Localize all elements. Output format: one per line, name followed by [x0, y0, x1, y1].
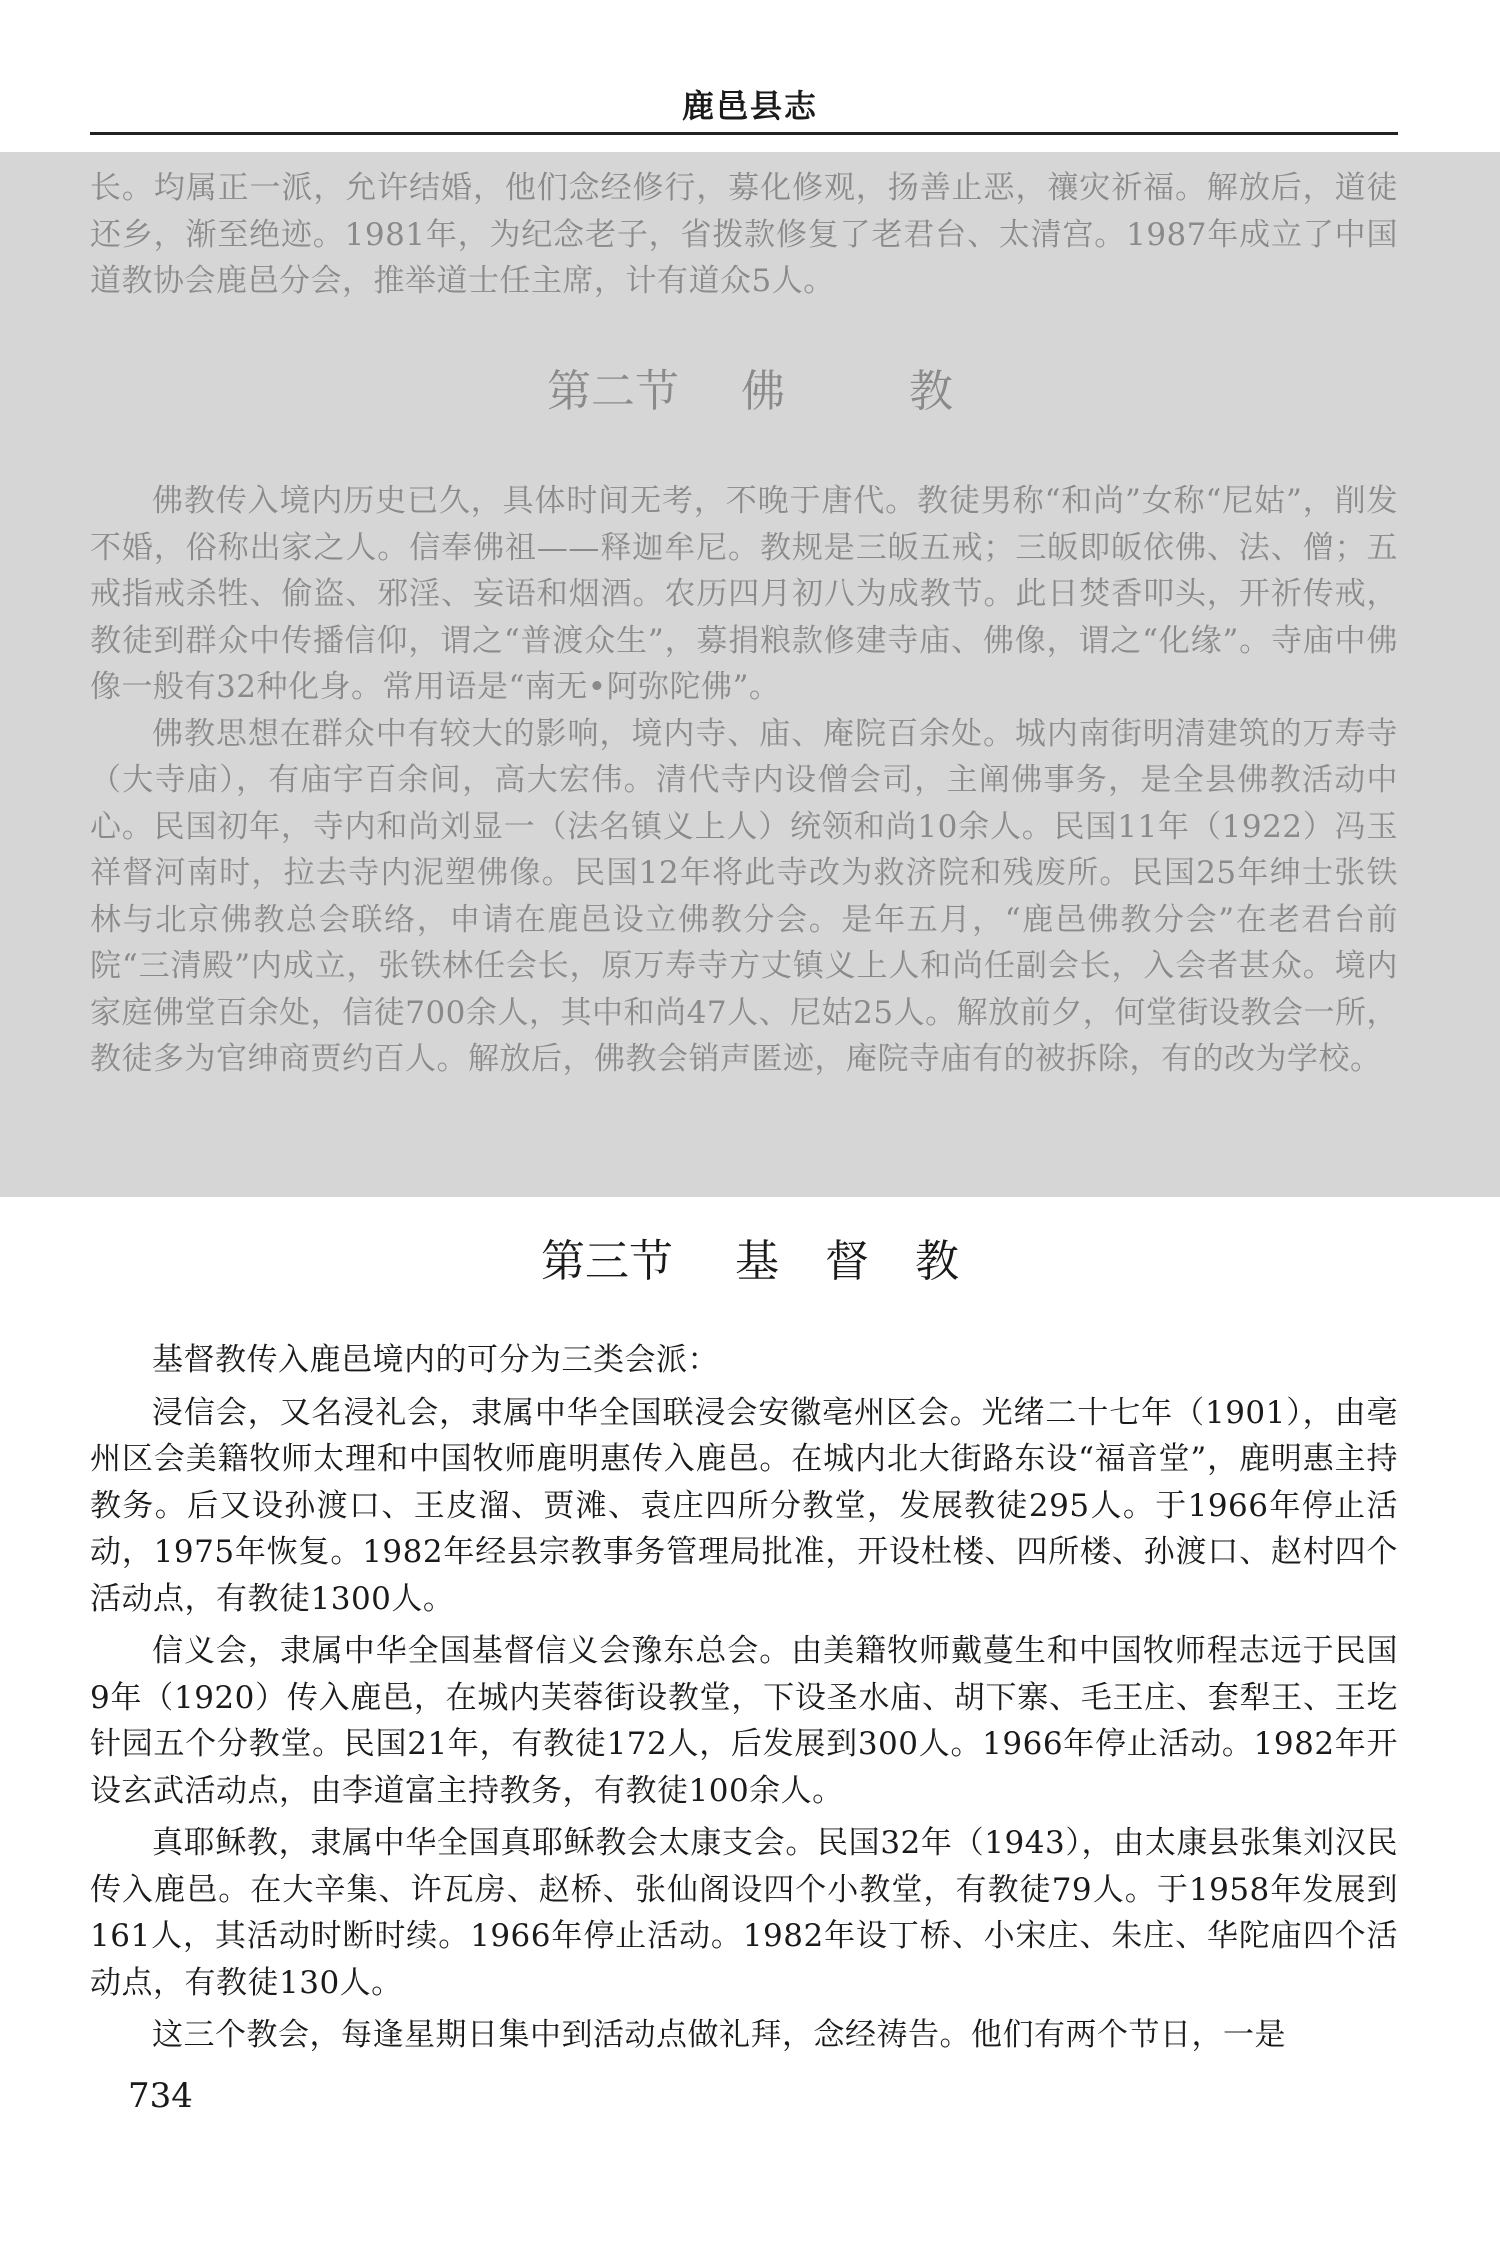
- paragraph: 长。均属正一派，允许结婚，他们念经修行，募化修观，扬善止恶，禳灾祈福。解放后，道徒还乡，渐至绝迹。1981年，为纪念老子，省拨款修复了老君台、太清宫。1987年成立了中国道教协会鹿邑分会，推举道士任主席，计有道众5人。: [90, 170, 1398, 299]
- section-number: 第二节: [547, 366, 679, 417]
- paragraph: 基督教传入鹿邑境内的可分为三类会派：: [152, 1342, 719, 1378]
- paragraph: 佛教思想在群众中有较大的影响，境内寺、庙、庵院百余处。城内南街明清建筑的万寿寺（大寺庙），有庙宇百余间，高大宏伟。清代寺内设僧会司，主阐佛事务，是全县佛教活动中心。民国初年，寺内和尚刘显一（法名镇义上人）统领和尚10余人。民国11年（1922）冯玉祥督河南时，拉去寺内泥塑佛像。民国12年将此寺改为救济院和残废所。民国25年绅士张铁林与北京佛教总会联络，申请在鹿邑设立佛教分会。是年五月，“鹿邑佛教分会”在老君台前院“三清殿”内成立，张铁林任会长，原万寿寺方丈镇义上人和尚任副会长，入会者甚众。境内家庭佛堂百余处，信徒700余人，其中和尚47人、尼姑25人。解放前夕，何堂街设教会一所，教徒多为官绅商贾约百人。解放后，佛教会销声匿迹，庵院寺庙有的被拆除，有的改为学校。: [90, 715, 1398, 1077]
- section-title-buddhism: [0, 362, 1500, 422]
- section-title-char: 督: [825, 1236, 869, 1287]
- buddhism-section-body: [90, 478, 1398, 1083]
- paragraph: 真耶稣教，隶属中华全国真耶稣教会太康支会。民国32年（1943），由太康县张集刘汉民传入鹿邑。在大辛集、许瓦房、赵桥、张仙阁设四个小教堂，有教徒79人。于1958年发展到161人，其活动时断时续。1966年停止活动。1982年设丁桥、小宋庄、朱庄、华陀庙四个活动点，有教徒130人。: [90, 1825, 1398, 2001]
- running-header: 鹿邑县志: [681, 87, 818, 125]
- section-title-christianity: [0, 1232, 1500, 1292]
- christianity-section-body: [90, 1337, 1398, 2059]
- paragraph: 浸信会，又名浸礼会，隶属中华全国联浸会安徽亳州区会。光绪二十七年（1901），由亳州区会美籍牧师太理和中国牧师鹿明惠传入鹿邑。在城内北大街路东设“福音堂”，鹿明惠主持教务。后又设孙渡口、王皮溜、贾滩、袁庄四所分教堂，发展教徒295人。于1966年停止活动，1975年恢复。1982年经县宗教事务管理局批准，开设杜楼、四所楼、孙渡口、赵村四个活动点，有教徒1300人。: [90, 1394, 1398, 1617]
- section-title-char: 基: [735, 1236, 779, 1287]
- paragraph: 信义会，隶属中华全国基督信义会豫东总会。由美籍牧师戴蔓生和中国牧师程志远于民国9年（1920）传入鹿邑，在城内芙蓉街设教堂，下设圣水庙、胡下寨、毛王庄、套犁王、王圪针园五个分教堂。民国21年，有教徒172人，后发展到300人。1966年停止活动。1982年开设玄武活动点，由李道富主持教务，有教徒100余人。: [90, 1633, 1398, 1809]
- section-number: 第三节: [541, 1236, 673, 1287]
- page-number: 734: [128, 2076, 193, 2116]
- section-title-char: 教: [909, 366, 953, 417]
- section-title-char: 佛: [741, 366, 785, 417]
- paragraph: 这三个教会，每逢星期日集中到活动点做礼拜，念经祷告。他们有两个节日，一是: [152, 2017, 1286, 2053]
- paragraph: 佛教传入境内历史已久，具体时间无考，不晚于唐代。教徒男称“和尚”女称“尼姑”，削发不婚，俗称出家之人。信奉佛祖——释迦牟尼。教规是三皈五戒；三皈即皈依佛、法、僧；五戒指戒杀牲、偷盗、邪淫、妄语和烟酒。农历四月初八为成教节。此日焚香叩头，开祈传戒，教徒到群众中传播信仰，谓之“普渡众生”，募捐粮款修建寺庙、佛像，谓之“化缘”。寺庙中佛像一般有32种化身。常用语是“南无•阿弥陀佛”。: [90, 483, 1398, 705]
- header-rule: [90, 132, 1398, 135]
- section-title-char: 教: [915, 1236, 959, 1287]
- daoism-section-tail: [90, 165, 1398, 305]
